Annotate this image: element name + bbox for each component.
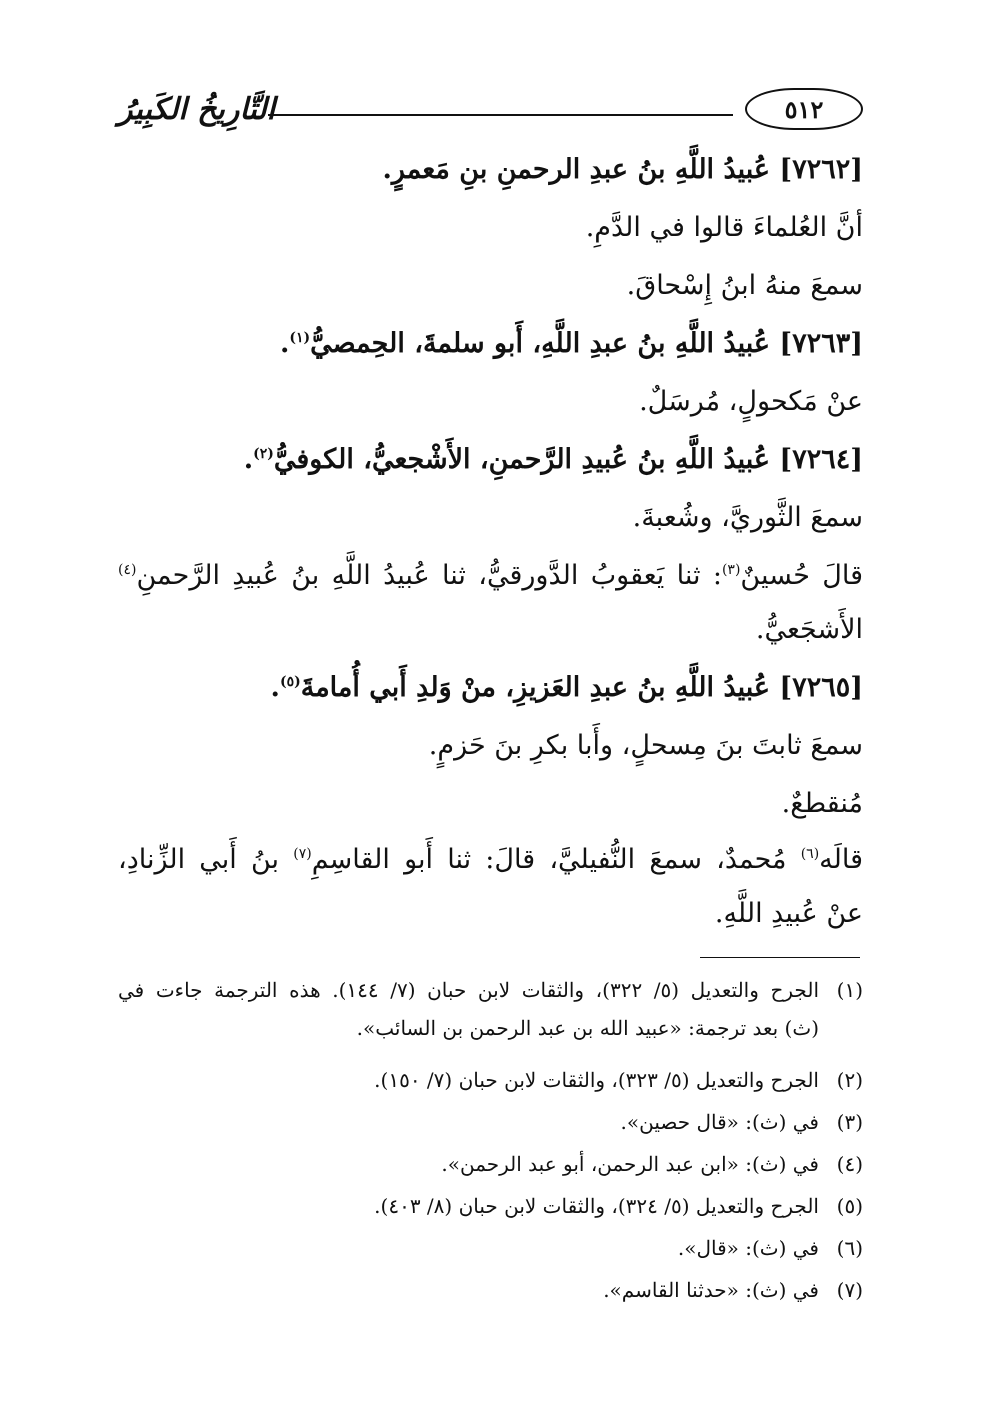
- footnote-1-continued: (ث) بعد ترجمة: «عبيد الله بن عبد الرحمن بن السائب».: [356, 1016, 819, 1040]
- footnote-number: (٥): [836, 1194, 863, 1218]
- entry-7264-heading: [٧٢٦٤] عُبيدُ اللَّهِ بنُ عُبيدِ الرَّحمنِ، الأَشْجعيُّ، الكوفيُّ$^{(٢)}$.: [243, 444, 863, 475]
- entry-7263-heading: [٧٢٦٣] عُبيدُ اللَّهِ بنُ عبدِ اللَّهِ، أَبو سلمةَ، الحِمصيُّ$^{(١)}$.: [279, 328, 863, 359]
- footnote-number: (١): [836, 978, 863, 1002]
- footnote-ref: (٧): [293, 846, 312, 862]
- text-line: سمعَ الثَّوريَّ، وشُعبةَ.: [632, 502, 863, 533]
- footnote-ref: (٥): [279, 674, 301, 690]
- text-span: قالَه: [819, 844, 863, 875]
- footnote-number: (٢): [836, 1068, 863, 1092]
- text-span: مُحمدٌ، سمعَ النُّفيليَّ، قالَ: ثنا أَبو القاسِمِ: [311, 844, 801, 875]
- text-line: أنَّ العُلماءَ قالوا في الدَّمِ.: [585, 212, 863, 243]
- page-header: [118, 88, 863, 136]
- footnote-5: [374, 1191, 863, 1221]
- footnote-4: [441, 1149, 863, 1179]
- heading-text: [٧٢٦٤] عُبيدُ اللَّهِ بنُ عُبيدِ الرَّحمنِ، الأَشْجعيُّ، الكوفيُّ: [273, 444, 863, 475]
- heading-text: [٧٢٦٣] عُبيدُ اللَّهِ بنُ عبدِ اللَّهِ، أَبو سلمةَ، الحِمصيُّ: [310, 328, 863, 359]
- footnote-number: (٤): [836, 1152, 863, 1176]
- text-line: مُنقطعٌ.: [781, 788, 863, 819]
- footnote-ref: (٤): [118, 562, 137, 578]
- text-line: سمعَ ثابتَ بنَ مِسحلٍ، وأَبا بكرِ بنَ حَزمٍ.: [428, 730, 863, 761]
- text-line: [118, 840, 863, 880]
- footnote-number: (٦): [836, 1236, 863, 1260]
- footnote-text: الجرح والتعديل (٥/ ٣٢٢)، والثقات لابن حبان (٧/ ١٤٤). هذه الترجمة جاءت في: [118, 978, 819, 1002]
- text-line: الأَشجَعيُّ.: [755, 614, 863, 645]
- page-number: ٥١٢: [745, 88, 863, 130]
- running-title: التَّارِيخُ الكَبِيرُ: [118, 92, 276, 127]
- footnote-text: الجرح والتعديل (٥/ ٣٢٤)، والثقات لابن حبان (٨/ ٤٠٣).: [374, 1194, 819, 1218]
- text-span: قالَ حُسينٌ: [740, 560, 863, 591]
- footnote-1: [118, 975, 863, 1005]
- footnote-7: [603, 1275, 863, 1305]
- text-line: عنْ مَكحولٍ، مُرسَلٌ.: [639, 386, 863, 417]
- footnote-text: في (ث): «قال».: [677, 1236, 819, 1260]
- entry-7265-heading: [٧٢٦٥] عُبيدُ اللَّهِ بنُ عبدِ العَزيزِ، منْ وَلدِ أَبي أُمامةَ$^{(٥)}$.: [270, 672, 863, 703]
- header-rule: [268, 114, 733, 116]
- entry-7262-heading: [٧٢٦٢] عُبيدُ اللَّهِ بنُ عبدِ الرحمنِ بنِ مَعمرٍ.: [382, 154, 863, 185]
- footnote-text: الجرح والتعديل (٥/ ٣٢٣)، والثقات لابن حبان (٧/ ١٥٠).: [374, 1068, 819, 1092]
- text-span: بنُ أَبي الزِّنادِ،: [118, 844, 294, 875]
- footnote-3: [621, 1107, 863, 1137]
- text-line: سمعَ منهُ ابنُ إِسْحاقَ.: [626, 270, 863, 301]
- footnote-number: (٣): [836, 1110, 863, 1134]
- footnote-2: [374, 1065, 863, 1095]
- footnote-number: (٧): [836, 1278, 863, 1302]
- text-line: [118, 556, 863, 596]
- footnote-text: في (ث): «حدثنا القاسم».: [603, 1278, 819, 1302]
- footnote-text: في (ث): «ابن عبد الرحمن، أبو عبد الرحمن».: [441, 1152, 819, 1176]
- heading-text: [٧٢٦٥] عُبيدُ اللَّهِ بنُ عبدِ العَزيزِ، منْ وَلدِ أَبي أُمامةَ: [300, 672, 863, 703]
- footnote-text: في (ث): «قال حصين».: [620, 1110, 819, 1134]
- footnote-ref: (٣): [721, 562, 741, 578]
- footnote-ref: (١): [289, 330, 311, 346]
- footnote-separator: [700, 957, 860, 958]
- footnote-6: [678, 1233, 863, 1263]
- text-line: عنْ عُبيدِ اللَّهِ.: [714, 898, 863, 929]
- footnote-ref: (٦): [800, 846, 820, 862]
- text-span: : ثنا يَعقوبُ الدَّورقيُّ، ثنا عُبيدُ اللَّهِ بنُ عُبيدِ الرَّحمنِ: [136, 560, 722, 591]
- footnote-ref: (٢): [253, 446, 274, 462]
